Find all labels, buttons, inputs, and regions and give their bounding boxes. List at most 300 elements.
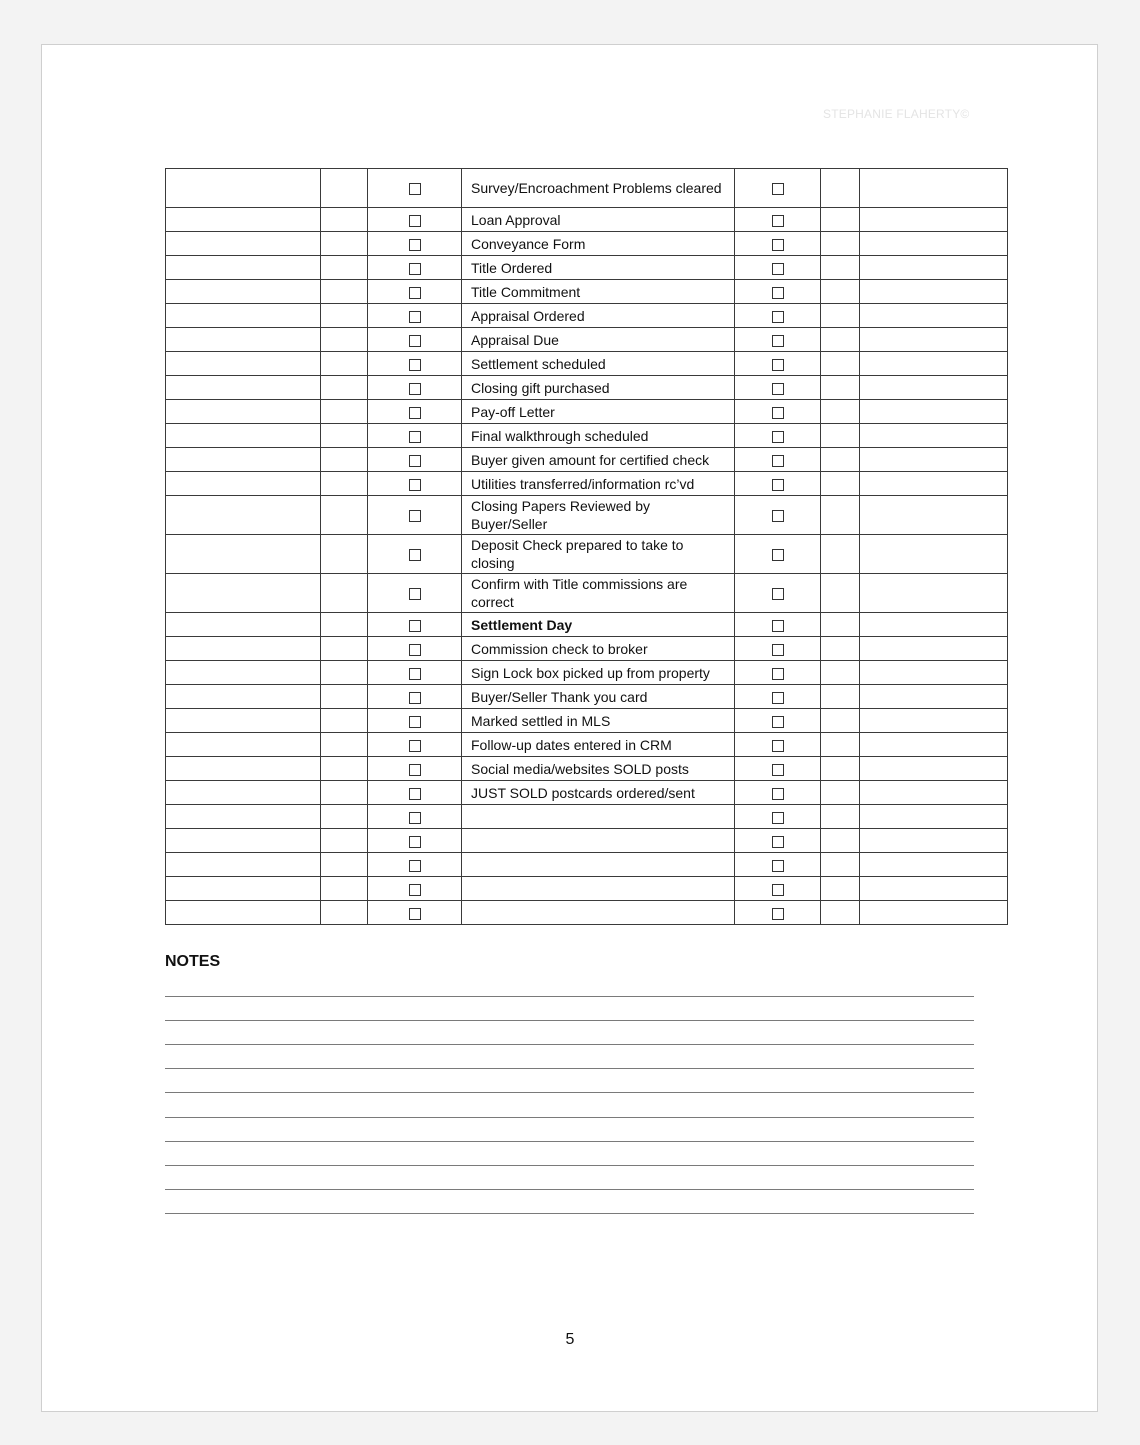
blank-cell[interactable]	[321, 169, 368, 208]
checkbox-cell	[735, 496, 821, 535]
blank-cell[interactable]	[821, 535, 860, 574]
checkbox-cell	[368, 829, 462, 853]
blank-cell[interactable]	[821, 829, 860, 853]
blank-cell[interactable]	[821, 400, 860, 424]
checkbox[interactable]	[409, 788, 421, 800]
checkbox[interactable]	[409, 836, 421, 848]
checkbox-cell	[735, 304, 821, 328]
blank-cell[interactable]	[860, 448, 1008, 472]
checkbox[interactable]	[409, 311, 421, 323]
blank-cell[interactable]	[166, 805, 321, 829]
task-cell: Appraisal Due	[462, 328, 735, 352]
checkbox-cell	[735, 661, 821, 685]
table-row	[166, 805, 1008, 829]
blank-cell[interactable]	[166, 256, 321, 280]
checkbox[interactable]	[409, 908, 421, 920]
checkbox-cell	[735, 280, 821, 304]
blank-cell[interactable]	[166, 496, 321, 535]
blank-cell[interactable]	[860, 535, 1008, 574]
checkbox[interactable]	[409, 764, 421, 776]
blank-cell[interactable]	[860, 169, 1008, 208]
blank-cell[interactable]	[860, 877, 1008, 901]
checkbox[interactable]	[772, 668, 784, 680]
table-row	[166, 424, 1008, 448]
checkbox-cell	[735, 709, 821, 733]
blank-cell[interactable]	[821, 208, 860, 232]
table-row	[166, 376, 1008, 400]
note-line[interactable]	[165, 1165, 974, 1166]
checkbox-cell	[735, 169, 821, 208]
blank-cell[interactable]	[321, 805, 368, 829]
blank-cell[interactable]	[321, 574, 368, 613]
checkbox[interactable]	[772, 549, 784, 561]
task-cell: Closing gift purchased	[462, 376, 735, 400]
checkbox-cell	[368, 208, 462, 232]
checkbox-cell	[735, 574, 821, 613]
checkbox-cell	[368, 757, 462, 781]
table-row	[166, 472, 1008, 496]
blank-cell[interactable]	[321, 280, 368, 304]
checkbox[interactable]	[772, 788, 784, 800]
checkbox-cell	[368, 304, 462, 328]
blank-cell[interactable]	[166, 448, 321, 472]
checkbox-cell	[735, 805, 821, 829]
blank-cell[interactable]	[321, 781, 368, 805]
blank-cell[interactable]	[166, 400, 321, 424]
blank-cell[interactable]	[166, 352, 321, 376]
checkbox[interactable]	[409, 263, 421, 275]
checkbox-cell	[735, 535, 821, 574]
blank-cell[interactable]	[321, 376, 368, 400]
checkbox[interactable]	[409, 740, 421, 752]
blank-cell[interactable]	[166, 853, 321, 877]
checkbox-cell	[368, 685, 462, 709]
checkbox[interactable]	[772, 383, 784, 395]
task-cell: Social media/websites SOLD posts	[462, 757, 735, 781]
table-row	[166, 877, 1008, 901]
checkbox-cell	[735, 733, 821, 757]
blank-cell[interactable]	[821, 496, 860, 535]
checkbox-cell	[368, 733, 462, 757]
blank-cell[interactable]	[321, 496, 368, 535]
checkbox[interactable]	[409, 239, 421, 251]
table-row	[166, 232, 1008, 256]
table-row	[166, 304, 1008, 328]
task-cell: Confirm with Title commissions are correct	[462, 574, 735, 613]
task-cell: Marked settled in MLS	[462, 709, 735, 733]
blank-cell[interactable]	[821, 280, 860, 304]
task-cell: Deposit Check prepared to take to closing	[462, 535, 735, 574]
blank-cell[interactable]	[860, 853, 1008, 877]
blank-cell[interactable]	[321, 709, 368, 733]
table-row	[166, 709, 1008, 733]
checkbox[interactable]	[772, 620, 784, 632]
checkbox-cell	[368, 877, 462, 901]
table-row	[166, 169, 1008, 208]
blank-cell[interactable]	[860, 781, 1008, 805]
blank-cell[interactable]	[321, 535, 368, 574]
checkbox-cell	[368, 352, 462, 376]
blank-cell[interactable]	[166, 757, 321, 781]
checkbox[interactable]	[772, 287, 784, 299]
blank-cell[interactable]	[860, 424, 1008, 448]
blank-cell[interactable]	[166, 685, 321, 709]
checkbox-cell	[735, 877, 821, 901]
blank-cell[interactable]	[166, 376, 321, 400]
task-cell: Loan Approval	[462, 208, 735, 232]
blank-cell[interactable]	[166, 829, 321, 853]
checkbox[interactable]	[409, 860, 421, 872]
task-cell: Pay-off Letter	[462, 400, 735, 424]
checkbox-cell	[368, 376, 462, 400]
checkbox-cell	[368, 613, 462, 637]
blank-cell[interactable]	[860, 613, 1008, 637]
blank-cell[interactable]	[321, 757, 368, 781]
checkbox-cell	[735, 208, 821, 232]
checkbox[interactable]	[409, 359, 421, 371]
checkbox[interactable]	[409, 620, 421, 632]
blank-cell[interactable]	[321, 448, 368, 472]
blank-cell[interactable]	[821, 853, 860, 877]
blank-cell[interactable]	[821, 733, 860, 757]
blank-cell[interactable]	[860, 733, 1008, 757]
note-line[interactable]	[165, 1092, 974, 1093]
checkbox[interactable]	[409, 549, 421, 561]
blank-cell[interactable]	[166, 901, 321, 925]
blank-cell[interactable]	[321, 829, 368, 853]
checkbox-cell	[368, 781, 462, 805]
blank-cell[interactable]	[821, 685, 860, 709]
checkbox[interactable]	[772, 431, 784, 443]
checkbox[interactable]	[409, 455, 421, 467]
blank-cell[interactable]	[321, 424, 368, 448]
blank-cell[interactable]	[860, 208, 1008, 232]
checkbox-cell	[735, 613, 821, 637]
checkbox[interactable]	[772, 764, 784, 776]
checkbox-cell	[735, 424, 821, 448]
note-line[interactable]	[165, 1117, 974, 1118]
blank-cell[interactable]	[166, 574, 321, 613]
task-cell: Final walkthrough scheduled	[462, 424, 735, 448]
blank-cell[interactable]	[321, 613, 368, 637]
table-row	[166, 352, 1008, 376]
checkbox[interactable]	[772, 716, 784, 728]
blank-cell[interactable]	[821, 709, 860, 733]
checkbox-cell	[368, 535, 462, 574]
blank-cell[interactable]	[860, 685, 1008, 709]
checkbox[interactable]	[772, 183, 784, 195]
checkbox[interactable]	[772, 359, 784, 371]
note-line[interactable]	[165, 1020, 974, 1021]
blank-cell[interactable]	[166, 709, 321, 733]
note-line[interactable]	[165, 996, 974, 997]
checkbox-cell	[735, 352, 821, 376]
checkbox-cell	[368, 448, 462, 472]
task-cell: Appraisal Ordered	[462, 304, 735, 328]
task-cell: Commission check to broker	[462, 637, 735, 661]
checkbox-cell	[368, 805, 462, 829]
checkbox[interactable]	[772, 740, 784, 752]
table-row	[166, 208, 1008, 232]
task-cell	[462, 829, 735, 853]
blank-cell[interactable]	[821, 877, 860, 901]
blank-cell[interactable]	[166, 877, 321, 901]
checkbox[interactable]	[772, 860, 784, 872]
blank-cell[interactable]	[821, 232, 860, 256]
blank-cell[interactable]	[166, 733, 321, 757]
blank-cell[interactable]	[821, 637, 860, 661]
task-cell	[462, 877, 735, 901]
checkbox[interactable]	[772, 836, 784, 848]
blank-cell[interactable]	[821, 328, 860, 352]
task-cell: Sign Lock box picked up from property	[462, 661, 735, 685]
checkbox[interactable]	[409, 668, 421, 680]
blank-cell[interactable]	[821, 574, 860, 613]
blank-cell[interactable]	[321, 256, 368, 280]
checkbox-cell	[368, 574, 462, 613]
table-row	[166, 733, 1008, 757]
blank-cell[interactable]	[321, 853, 368, 877]
blank-cell[interactable]	[321, 901, 368, 925]
table-row	[166, 496, 1008, 535]
blank-cell[interactable]	[166, 280, 321, 304]
task-cell: Settlement scheduled	[462, 352, 735, 376]
blank-cell[interactable]	[821, 256, 860, 280]
table-row	[166, 280, 1008, 304]
checkbox-cell	[368, 709, 462, 733]
checkbox[interactable]	[772, 510, 784, 522]
blank-cell[interactable]	[860, 232, 1008, 256]
checkbox[interactable]	[409, 407, 421, 419]
blank-cell[interactable]	[860, 574, 1008, 613]
blank-cell[interactable]	[860, 400, 1008, 424]
blank-cell[interactable]	[860, 256, 1008, 280]
checkbox[interactable]	[409, 183, 421, 195]
task-cell: Settlement Day	[462, 613, 735, 637]
checkbox-cell	[368, 901, 462, 925]
blank-cell[interactable]	[321, 400, 368, 424]
checkbox-cell	[735, 757, 821, 781]
watermark: STEPHANIE FLAHERTY©	[823, 107, 970, 121]
note-line[interactable]	[165, 1189, 974, 1190]
task-cell	[462, 805, 735, 829]
blank-cell[interactable]	[821, 169, 860, 208]
checkbox[interactable]	[772, 692, 784, 704]
closing-checklist-table	[165, 168, 1008, 925]
checkbox-cell	[735, 901, 821, 925]
task-cell: Buyer given amount for certified check	[462, 448, 735, 472]
checkbox[interactable]	[772, 644, 784, 656]
checkbox[interactable]	[409, 588, 421, 600]
checkbox-cell	[735, 829, 821, 853]
checkbox-cell	[368, 256, 462, 280]
checkbox[interactable]	[409, 692, 421, 704]
checkbox-cell	[368, 232, 462, 256]
table-row	[166, 637, 1008, 661]
blank-cell[interactable]	[166, 169, 321, 208]
checkbox[interactable]	[772, 908, 784, 920]
checkbox-cell	[368, 424, 462, 448]
blank-cell[interactable]	[321, 637, 368, 661]
checkbox[interactable]	[409, 479, 421, 491]
checkbox[interactable]	[409, 383, 421, 395]
checkbox[interactable]	[409, 287, 421, 299]
table-row	[166, 400, 1008, 424]
blank-cell[interactable]	[321, 208, 368, 232]
checkbox-cell	[368, 637, 462, 661]
blank-cell[interactable]	[860, 280, 1008, 304]
checkbox[interactable]	[772, 239, 784, 251]
task-cell: Conveyance Form	[462, 232, 735, 256]
table-row	[166, 613, 1008, 637]
table-row	[166, 685, 1008, 709]
checkbox[interactable]	[772, 812, 784, 824]
blank-cell[interactable]	[321, 685, 368, 709]
checkbox-cell	[368, 280, 462, 304]
task-cell: Title Ordered	[462, 256, 735, 280]
checkbox[interactable]	[772, 215, 784, 227]
checkbox-cell	[368, 472, 462, 496]
checkbox-cell	[735, 376, 821, 400]
page-number: 5	[565, 1331, 575, 1348]
table-row	[166, 829, 1008, 853]
blank-cell[interactable]	[821, 901, 860, 925]
blank-cell[interactable]	[821, 424, 860, 448]
checkbox[interactable]	[409, 335, 421, 347]
table-row	[166, 781, 1008, 805]
checkbox-cell	[368, 400, 462, 424]
blank-cell[interactable]	[321, 352, 368, 376]
blank-cell[interactable]	[166, 424, 321, 448]
blank-cell[interactable]	[166, 535, 321, 574]
blank-cell[interactable]	[821, 472, 860, 496]
checkbox-cell	[368, 328, 462, 352]
blank-cell[interactable]	[166, 472, 321, 496]
checkbox[interactable]	[409, 884, 421, 896]
task-cell: JUST SOLD postcards ordered/sent	[462, 781, 735, 805]
blank-cell[interactable]	[166, 781, 321, 805]
table-row	[166, 757, 1008, 781]
blank-cell[interactable]	[860, 661, 1008, 685]
blank-cell[interactable]	[166, 637, 321, 661]
blank-cell[interactable]	[166, 304, 321, 328]
checkbox[interactable]	[772, 884, 784, 896]
checkbox-cell	[735, 853, 821, 877]
checkbox-cell	[735, 400, 821, 424]
checkbox-cell	[735, 448, 821, 472]
blank-cell[interactable]	[321, 472, 368, 496]
blank-cell[interactable]	[860, 805, 1008, 829]
blank-cell[interactable]	[860, 304, 1008, 328]
blank-cell[interactable]	[166, 208, 321, 232]
blank-cell[interactable]	[166, 661, 321, 685]
table-row	[166, 901, 1008, 925]
note-line[interactable]	[165, 1141, 974, 1142]
checkbox-cell	[368, 496, 462, 535]
blank-cell[interactable]	[860, 637, 1008, 661]
blank-cell[interactable]	[860, 472, 1008, 496]
table-row	[166, 535, 1008, 574]
blank-cell[interactable]	[821, 781, 860, 805]
checkbox[interactable]	[772, 455, 784, 467]
checkbox[interactable]	[772, 407, 784, 419]
checkbox-cell	[735, 637, 821, 661]
blank-cell[interactable]	[321, 733, 368, 757]
checkbox-cell	[735, 232, 821, 256]
blank-cell[interactable]	[166, 613, 321, 637]
task-cell	[462, 901, 735, 925]
blank-cell[interactable]	[860, 376, 1008, 400]
checkbox[interactable]	[772, 311, 784, 323]
blank-cell[interactable]	[860, 757, 1008, 781]
checkbox-cell	[735, 328, 821, 352]
blank-cell[interactable]	[321, 661, 368, 685]
notes-title: NOTES	[165, 953, 221, 970]
blank-cell[interactable]	[860, 496, 1008, 535]
task-cell: Follow-up dates entered in CRM	[462, 733, 735, 757]
blank-cell[interactable]	[321, 328, 368, 352]
blank-cell[interactable]	[166, 232, 321, 256]
note-line[interactable]	[165, 1213, 974, 1214]
blank-cell[interactable]	[321, 877, 368, 901]
note-line[interactable]	[165, 1044, 974, 1045]
checkbox-cell	[368, 853, 462, 877]
blank-cell[interactable]	[821, 352, 860, 376]
task-cell	[462, 853, 735, 877]
blank-cell[interactable]	[821, 661, 860, 685]
checkbox[interactable]	[772, 263, 784, 275]
blank-cell[interactable]	[321, 232, 368, 256]
checkbox[interactable]	[409, 716, 421, 728]
checkbox[interactable]	[772, 588, 784, 600]
checkbox-cell	[368, 169, 462, 208]
blank-cell[interactable]	[821, 757, 860, 781]
blank-cell[interactable]	[166, 328, 321, 352]
blank-cell[interactable]	[821, 613, 860, 637]
checkbox-cell	[735, 781, 821, 805]
checkbox[interactable]	[409, 431, 421, 443]
task-cell: Title Commitment	[462, 280, 735, 304]
checkbox[interactable]	[409, 812, 421, 824]
blank-cell[interactable]	[821, 448, 860, 472]
blank-cell[interactable]	[821, 376, 860, 400]
table-row	[166, 448, 1008, 472]
blank-cell[interactable]	[860, 829, 1008, 853]
table-row	[166, 256, 1008, 280]
task-cell: Buyer/Seller Thank you card	[462, 685, 735, 709]
checkbox[interactable]	[409, 215, 421, 227]
blank-cell[interactable]	[860, 352, 1008, 376]
blank-cell[interactable]	[821, 805, 860, 829]
table-row	[166, 328, 1008, 352]
blank-cell[interactable]	[860, 328, 1008, 352]
blank-cell[interactable]	[821, 304, 860, 328]
task-cell: Utilities transferred/information rc’vd	[462, 472, 735, 496]
checkbox[interactable]	[772, 479, 784, 491]
task-cell: Closing Papers Reviewed by Buyer/Seller	[462, 496, 735, 535]
blank-cell[interactable]	[860, 709, 1008, 733]
checkbox[interactable]	[772, 335, 784, 347]
checkbox-cell	[735, 472, 821, 496]
blank-cell[interactable]	[860, 901, 1008, 925]
blank-cell[interactable]	[321, 304, 368, 328]
note-line[interactable]	[165, 1068, 974, 1069]
checkbox[interactable]	[409, 644, 421, 656]
checkbox-cell	[368, 661, 462, 685]
table-row	[166, 661, 1008, 685]
checkbox[interactable]	[409, 510, 421, 522]
checkbox-cell	[735, 256, 821, 280]
